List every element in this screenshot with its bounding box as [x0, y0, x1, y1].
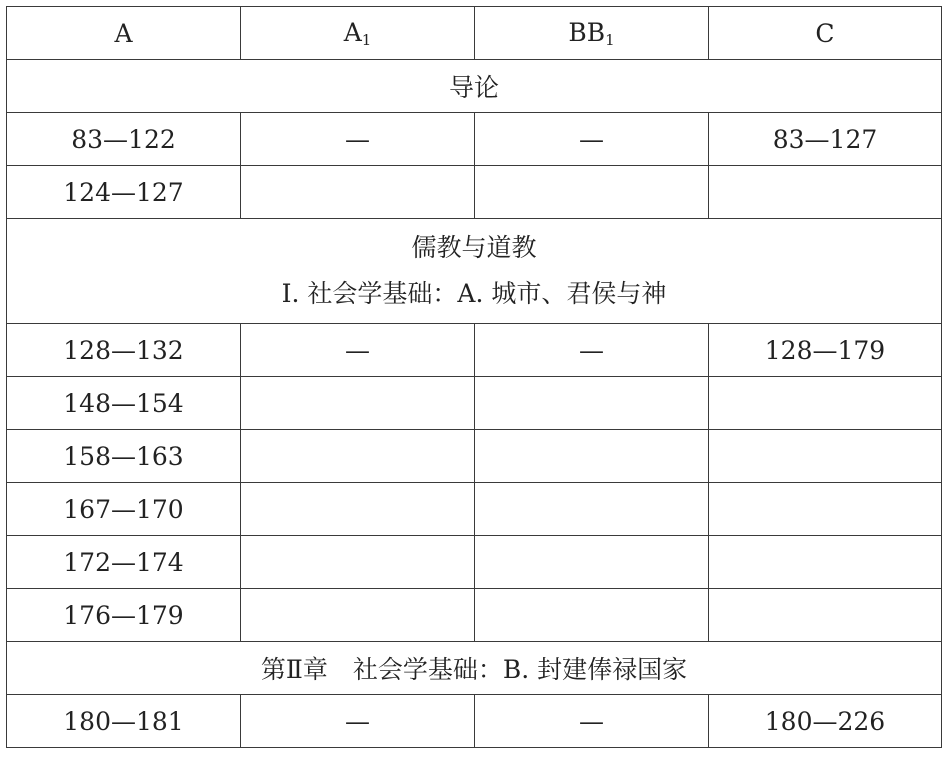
cell-c: 83—127 [709, 113, 942, 166]
cell-a1 [241, 166, 475, 219]
table-body [7, 60, 942, 748]
cell-a: 124—127 [7, 166, 241, 219]
cell-bb1: — [475, 324, 709, 377]
section-title-row [7, 642, 942, 695]
table-row [7, 695, 942, 748]
table-row [7, 166, 942, 219]
cell-a: 83—122 [7, 113, 241, 166]
cell-a: 176—179 [7, 589, 241, 642]
cell-bb1 [475, 166, 709, 219]
cell-a1 [241, 536, 475, 589]
cell-bb1: — [475, 113, 709, 166]
cell-a: 158—163 [7, 430, 241, 483]
cell-a: 180—181 [7, 695, 241, 748]
cell-c [709, 589, 942, 642]
cell-c: 128—179 [709, 324, 942, 377]
cell-c [709, 377, 942, 430]
cell-bb1: — [475, 695, 709, 748]
section-title: Ⅰ. 社会学基础：A. 城市、君侯与神 [281, 279, 667, 308]
header-cell-a1: $A_1$ [241, 7, 475, 60]
table-row [7, 536, 942, 589]
cell-bb1 [475, 483, 709, 536]
section-title: 儒教与道教 [411, 233, 537, 262]
section-title-cell [7, 60, 942, 113]
section-title: 导论 [448, 73, 499, 102]
header-cell-bb1: $BB_1$ [475, 7, 709, 60]
cell-c: 180—226 [709, 695, 942, 748]
cell-bb1 [475, 377, 709, 430]
section-title-row [7, 60, 942, 113]
cell-bb1 [475, 589, 709, 642]
cell-a1: — [241, 695, 475, 748]
cell-a: 172—174 [7, 536, 241, 589]
cell-c [709, 536, 942, 589]
table-row [7, 589, 942, 642]
cell-a1 [241, 430, 475, 483]
table-row [7, 377, 942, 430]
section-title: 第Ⅱ章 社会学基础：B. 封建俸禄国家 [260, 655, 688, 684]
header-cell-c: C [709, 7, 942, 60]
header-cell-a: A [7, 7, 241, 60]
cell-a1 [241, 377, 475, 430]
section-title-row [7, 219, 942, 324]
cell-a1 [241, 589, 475, 642]
cell-c [709, 483, 942, 536]
cell-a: 128—132 [7, 324, 241, 377]
cell-c [709, 430, 942, 483]
cell-a1: — [241, 324, 475, 377]
cell-c [709, 166, 942, 219]
concordance-table [6, 6, 942, 748]
table-row [7, 324, 942, 377]
table-row [7, 113, 942, 166]
section-title-cell [7, 219, 942, 324]
cell-a: 167—170 [7, 483, 241, 536]
cell-bb1 [475, 430, 709, 483]
header-row [7, 7, 942, 60]
section-title-cell [7, 642, 942, 695]
cell-a1 [241, 483, 475, 536]
cell-a1: — [241, 113, 475, 166]
table-row [7, 430, 942, 483]
table-row [7, 483, 942, 536]
cell-a: 148—154 [7, 377, 241, 430]
cell-bb1 [475, 536, 709, 589]
